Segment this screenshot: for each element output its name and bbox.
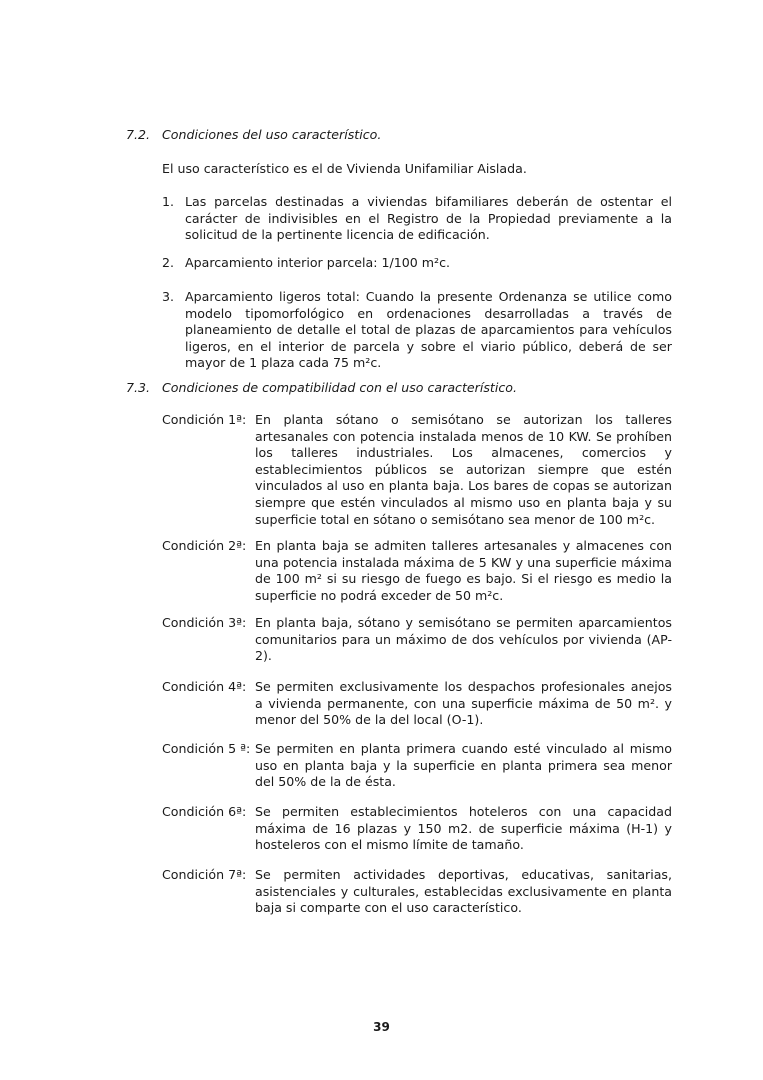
condition-item xyxy=(162,741,672,791)
condition-label: Condición 5 ª: xyxy=(162,741,251,756)
list-item-text: Las parcelas destinadas a viviendas bifamiliares deberán de ostentar el carácter de indivisibles en el Registro de la Propiedad previamente a la solicitud de la pertinente licencia de edificación. xyxy=(185,194,672,243)
condition-label: Condición 7ª: xyxy=(162,867,247,882)
condition-text: Se permiten en planta primera cuando esté vinculado al mismo uso en planta baja y la superficie en planta primera sea menor del 50% de la de ésta. xyxy=(255,741,672,790)
condition-label: Condición 3ª: xyxy=(162,615,247,630)
list-item-text: Aparcamiento interior parcela: 1/100 m²c. xyxy=(185,255,451,270)
section-7-2-intro: El uso característico es el de Vivienda Unifamiliar Aislada. xyxy=(162,161,527,176)
page-number: 39 xyxy=(373,1020,390,1034)
condition-label: Condición 4ª: xyxy=(162,679,247,694)
section-number: 7.3. xyxy=(126,380,151,395)
section-title: Condiciones de compatibilidad con el uso característico. xyxy=(162,380,517,395)
list-item-text: Aparcamiento ligeros total: Cuando la presente Ordenanza se utilice como modelo tipomorfológico en ordenaciones desarrolladas a través de planeamiento de detalle el total de plazas de aparcamientos para vehículos ligeros, en el interior de parcela y sobre el viario público, deberá de ser mayor de 1 plaza cada 75 m²c. xyxy=(185,289,672,371)
condition-item xyxy=(162,615,672,665)
condition-text: Se permiten exclusivamente los despachos profesionales anejos a vivienda permanente, con una superficie máxima de 50 m². y menor del 50% de la del local (O-1). xyxy=(255,679,672,728)
list-item-number: 2. xyxy=(162,255,175,270)
list-item xyxy=(162,194,672,244)
condition-text: Se permiten actividades deportivas, educativas, sanitarias, asistenciales y culturales, establecidas exclusivamente en planta baja si comparte con el uso característico. xyxy=(255,867,672,916)
condition-text: En planta baja se admiten talleres artesanales y almacenes con una potencia instalada máxima de 5 KW y una superficie máxima de 100 m² si su riesgo de fuego es bajo. Si el riesgo es medio la superficie no podrá exceder de 50 m²c. xyxy=(255,538,672,603)
list-item xyxy=(162,289,672,372)
condition-label: Condición 2ª: xyxy=(162,538,247,553)
list-item xyxy=(162,255,672,272)
section-7-3-heading xyxy=(126,380,686,397)
condition-item xyxy=(162,412,672,528)
condition-text: Se permiten establecimientos hoteleros con una capacidad máxima de 16 plazas y 150 m2. de superficie máxima (H-1) y hosteleros con el mismo límite de tamaño. xyxy=(255,804,672,853)
section-number: 7.2. xyxy=(126,127,151,142)
condition-item xyxy=(162,804,672,854)
section-7-2-heading xyxy=(126,127,686,144)
condition-item xyxy=(162,679,672,729)
condition-label: Condición 6ª: xyxy=(162,804,247,819)
list-item-number: 3. xyxy=(162,289,175,304)
condition-item xyxy=(162,867,672,917)
section-title: Condiciones del uso característico. xyxy=(162,127,382,142)
condition-item xyxy=(162,538,672,604)
condition-label: Condición 1ª: xyxy=(162,412,247,427)
list-item-number: 1. xyxy=(162,194,175,209)
condition-text: En planta sótano o semisótano se autorizan los talleres artesanales con potencia instalada menos de 10 KW. Se prohíben los talleres industriales. Los almacenes, comercios y establecimientos públicos se autorizan siempre que estén vinculados al uso en planta baja. Los bares de copas se autorizan siempre que estén vinculados al mismo uso en planta baja y su superficie total en sótano o semisótano sea menor de 100 m²c. xyxy=(255,412,672,527)
condition-text: En planta baja, sótano y semisótano se permiten aparcamientos comunitarios para un máximo de dos vehículos por vivienda (AP-2). xyxy=(255,615,672,664)
